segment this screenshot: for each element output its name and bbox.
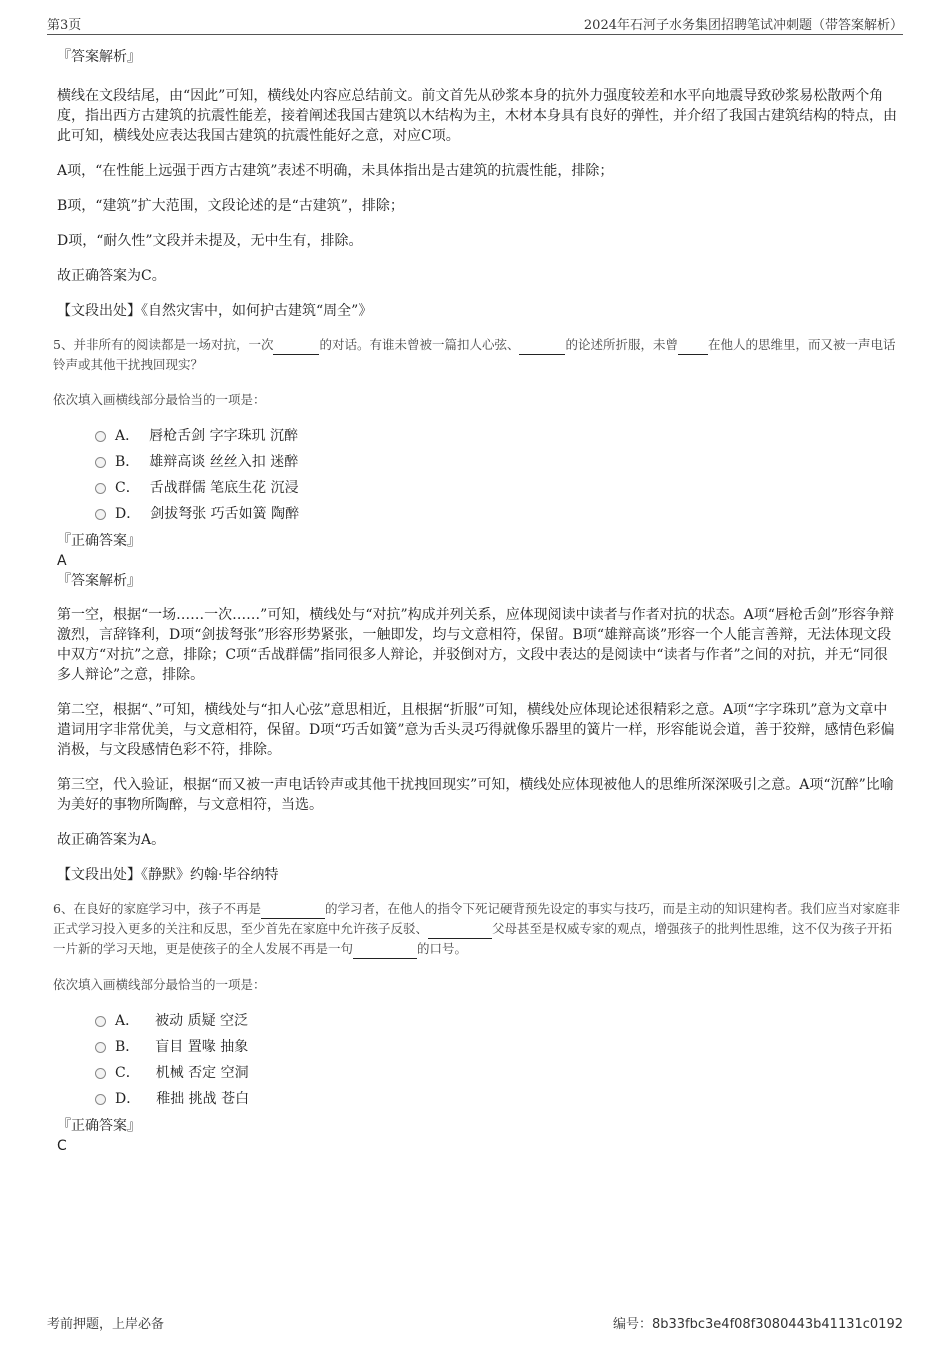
q5-answer-tag: 『正确答案』: [57, 533, 141, 549]
q5-stem: 5、并非所有的阅读都是一场对抗，一次 的对话。有谁未曾被一篇扣人心弦、 的论述所折服，未曾 在他人的思维里，而又被一声电话铃声或其他干扰拽回现实？: [53, 337, 896, 372]
q5-answer: A: [57, 553, 67, 569]
q5-option-a[interactable]: A． 唇枪舌剑 字字珠玑 沉醉: [95, 423, 900, 449]
q6-option-b[interactable]: B． 盲目 置喙 抽象: [95, 1034, 900, 1060]
page-header: [47, 12, 903, 35]
q4-analysis-option-a: A项，“在性能上远强于西方古建筑”表述不明确，未具体指出是古建筑的抗震性能，排除；: [57, 163, 614, 179]
q6-option-d[interactable]: D． 稚拙 挑战 苍白: [95, 1086, 900, 1112]
radio-icon[interactable]: [95, 457, 106, 468]
radio-icon[interactable]: [95, 1042, 106, 1053]
radio-icon[interactable]: [95, 1016, 106, 1027]
q6-blank-1: [261, 899, 325, 919]
q6-blank-2: [428, 919, 492, 939]
footer-serial: 编号：8b33fbc3e4f08f3080443b41131c0192: [612, 1317, 903, 1332]
document-body: [53, 46, 900, 1156]
q5-blank-2: [519, 335, 565, 355]
q6-option-c[interactable]: C． 机械 否定 空洞: [95, 1060, 900, 1086]
q4-conclusion: 故正确答案为C。: [57, 268, 166, 284]
q4-analysis-paragraph: 横线在文段结尾，由“因此”可知，横线处内容应总结前文。前文首先从砂浆本身的抗外力强度较差和水平向地震导致砂浆易松散两个角度，指出西方古建筑的抗震性能差，接着阐述我国古建筑以木结构为主，木材本身具有良好的弹性，并介绍了我国古建筑结构的特点，由此可知，横线处应表达我国古建筑的抗震性能好之意，对应C项。: [57, 88, 897, 144]
q4-analysis-option-d: D项，“耐久性”文段并未提及，无中生有，排除。: [57, 233, 363, 249]
q6-stem: 6、在良好的家庭学习中，孩子不再是 的学习者，在他人的指令下死记硬背预先设定的事实与技巧，而是主动的知识建构者。我们应当对家庭非正式学习投入更多的关注和反思，至少首先在家庭中允许孩子反驳、 父母甚至是权威专家的观点，增强孩子的批判性思维，这不仅为孩子开拓一片新的学习天地，更是使孩子的全人发展不再是一句 的口号。: [53, 899, 900, 959]
q4-source: 【文段出处】《自然灾害中，如何护古建筑“周全”》: [57, 303, 373, 319]
q5-option-c[interactable]: C． 舌战群儒 笔底生花 沉浸: [95, 475, 900, 501]
q6-prompt: 依次填入画横线部分最恰当的一项是：: [53, 977, 266, 992]
q5-analysis-blank-2: 第二空，根据“、”可知，横线处与“扣人心弦”意思相近，且根据“折服”可知，横线处应体现论述很精彩之意。A项“字字珠玑”意为文章中遣词用字非常优美，与文意相符，保留。D项“巧舌如簧”意为舌头灵巧得就像乐器里的簧片一样，形容能说会道，善于狡辩，感情色彩偏消极，与文段感情色彩不符，排除。: [57, 702, 895, 758]
q4-analysis-tag: 『答案解析』: [57, 49, 141, 65]
q5-blank-1: [273, 335, 319, 355]
q6-option-a[interactable]: A． 被动 质疑 空泛: [95, 1008, 900, 1034]
page-number: 第3页: [47, 18, 82, 33]
radio-icon[interactable]: [95, 1094, 106, 1105]
q5-option-d[interactable]: D． 剑拔弩张 巧舌如簧 陶醉: [95, 501, 900, 527]
q4-analysis-option-b: B项，“建筑”扩大范围，文段论述的是“古建筑”，排除；: [57, 198, 404, 214]
radio-icon[interactable]: [95, 1068, 106, 1079]
q5-blank-3: [678, 335, 708, 355]
q6-answer: C: [57, 1138, 67, 1154]
radio-icon[interactable]: [95, 509, 106, 520]
footer-motto: 考前押题，上岸必备: [47, 1317, 165, 1332]
document-title: 2024年石河子水务集团招聘笔试冲刺题（带答案解析）: [583, 18, 903, 33]
radio-icon[interactable]: [95, 431, 106, 442]
q5-analysis-blank-3: 第三空，代入验证，根据“而又被一声电话铃声或其他干扰拽回现实”可知，横线处应体现被他人的思维所深深吸引之意。A项“沉醉”比喻为美好的事物所陶醉，与文意相符，当选。: [57, 777, 894, 813]
q6-answer-tag: 『正确答案』: [57, 1118, 141, 1134]
q5-option-b[interactable]: B． 雄辩高谈 丝丝入扣 迷醉: [95, 449, 900, 475]
q5-options: [57, 423, 900, 527]
q6-options: [57, 1008, 900, 1112]
q5-analysis-blank-1: 第一空，根据“一场……一次……”可知，横线处与“对抗”构成并列关系，应体现阅读中读者与作者对抗的状态。A项“唇枪舌剑”形容争辩激烈，言辞锋利，D项“剑拔弩张”形容形势紧张，一触即发，均与文意相符，保留。B项“雄辩高谈”形容一个人能言善辩，无法体现文段中双方“对抗”之意，排除；C项“舌战群儒”指同很多人辩论，并驳倒对方，文段中表达的是阅读中“读者与作者”之间的对抗，并无“同很多人辩论”之意，排除。: [57, 607, 895, 683]
q6-blank-3: [353, 939, 417, 959]
q5-conclusion: 故正确答案为A。: [57, 832, 166, 848]
radio-icon[interactable]: [95, 483, 106, 494]
q5-analysis-tag: 『答案解析』: [57, 573, 141, 589]
q5-source: 【文段出处】《静默》约翰·毕谷纳特: [57, 867, 279, 883]
q5-prompt: 依次填入画横线部分最恰当的一项是：: [53, 392, 266, 407]
